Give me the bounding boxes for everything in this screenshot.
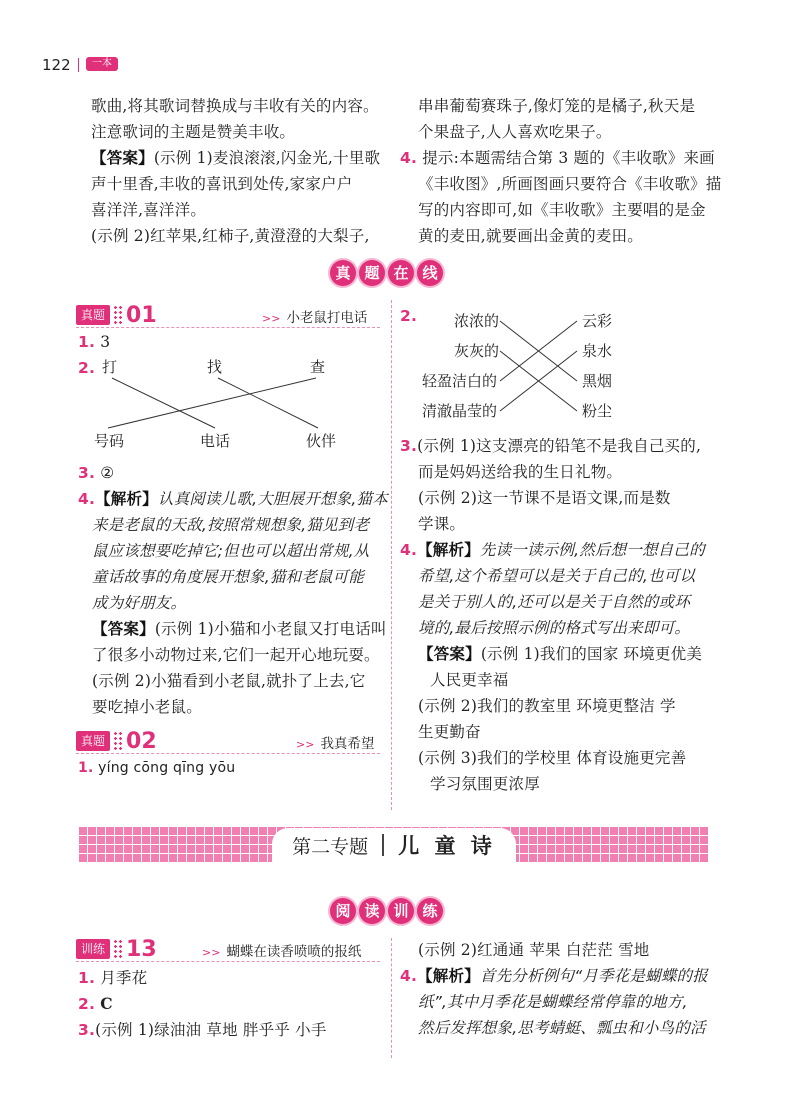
question-number: 4. — [78, 490, 96, 508]
answer-text: (示例 1)小猫和小老鼠又打电话叫 — [154, 620, 387, 638]
question-number: 4. — [400, 541, 418, 559]
analysis-line: 鼠应该想要吃掉它;但也可以超出常规,从 — [92, 542, 370, 560]
analysis-tag: 【解析】 — [417, 540, 480, 559]
question-text: C — [100, 994, 113, 1013]
match-top-word: 找 — [207, 358, 223, 376]
zt02-subtitle — [296, 732, 374, 752]
match-bottom-word: 伙伴 — [306, 432, 337, 450]
answer-line: (示例 2)我们的教室里 环境更整洁 学 — [418, 697, 676, 715]
question-number: 1. — [78, 760, 94, 776]
banner-divider — [382, 834, 384, 856]
chevron-icon: >> — [296, 738, 315, 751]
pinyin-answer: yíng cōng qīng yōu — [98, 760, 236, 776]
text-line: (示例 2)红苹果,红柿子,黄澄澄的大梨子, — [91, 227, 370, 245]
text-line: 而是妈妈送给我的生日礼物。 — [418, 463, 623, 481]
question-number: 4. — [400, 967, 418, 985]
question-3 — [400, 436, 701, 456]
tag-number: 13 — [126, 936, 157, 962]
answer-text: (示例 1)我们的国家 环境更优美 — [480, 645, 703, 663]
match-top-word: 查 — [310, 358, 326, 376]
text-line: (示例 2)红通通 苹果 白茫茫 雪地 — [418, 941, 650, 959]
question-text: ② — [100, 464, 115, 482]
answer-line: 生更勤奋 — [418, 723, 481, 741]
text-line: 写的内容即可,如《丰收歌》主要唱的是金 — [418, 201, 706, 219]
zt01-tag — [76, 304, 157, 326]
divider-dash — [76, 961, 380, 962]
match-top-word: 打 — [102, 358, 118, 376]
question-3 — [78, 1020, 327, 1040]
subtitle-text: 小老鼠打电话 — [286, 310, 368, 326]
answer-tag: 【答案】 — [418, 644, 481, 663]
title-char: 训 — [388, 898, 414, 924]
analysis-line: 是关于别人的,还可以是关于自然的或环 — [418, 593, 691, 611]
title-char: 练 — [417, 898, 443, 924]
analysis-tag: 【解析】 — [95, 489, 158, 508]
publisher-logo: 一本 — [86, 57, 118, 71]
match-right-word: 云彩 — [582, 312, 613, 330]
answer-line: (示例 2)小猫看到小老鼠,就扑了上去,它 — [92, 672, 366, 690]
analysis-line: 纸”,其中月季花是蝴蝶经常停靠的地方, — [418, 993, 688, 1011]
banner-topic-number: 第二专题 — [292, 835, 369, 858]
question-number: 4. — [400, 149, 418, 167]
question-text: 提示:本题需结合第 3 题的《丰收歌》来画 — [422, 149, 715, 167]
title-char: 线 — [417, 260, 443, 286]
chevron-icon: >> — [262, 312, 281, 325]
question-4 — [78, 489, 388, 509]
zt01-subtitle — [262, 306, 367, 326]
zt02-tag — [76, 730, 157, 752]
question-number: 3. — [78, 1021, 96, 1039]
match-right-word: 粉尘 — [582, 402, 613, 420]
text-line: 个果盘子,人人喜欢吃果子。 — [418, 123, 612, 141]
question-4 — [400, 966, 708, 986]
subtitle-text: 蝴蝶在读香喷喷的报纸 — [226, 944, 362, 960]
question-number: 1. — [78, 969, 96, 987]
column-divider — [391, 300, 392, 810]
question-text: 月季花 — [100, 969, 148, 987]
match-bottom-word: 号码 — [94, 432, 125, 450]
column-divider — [391, 938, 392, 1058]
page-number: 122 — [42, 56, 71, 74]
analysis-line: 然后发挥想象,思考蜻蜓、瓢虫和小鸟的活 — [418, 1019, 706, 1037]
divider-dash — [76, 327, 380, 328]
tag-dots — [113, 939, 123, 959]
divider-dash — [76, 753, 380, 754]
text-line: 歌曲,将其歌词替换成与丰收有关的内容。 — [91, 97, 379, 115]
text-line: 学课。 — [418, 515, 466, 533]
answer-tag: 【答案】 — [92, 619, 155, 638]
section-title-zhenti — [330, 260, 443, 286]
answer-line — [91, 148, 380, 168]
question-number: 1. — [78, 333, 96, 351]
answer-line — [92, 619, 387, 639]
analysis-text: 认真阅读儿歌,大胆展开想象,猫本 — [157, 490, 388, 508]
text-line: 串串葡萄赛珠子,像灯笼的是橘子,秋天是 — [418, 97, 696, 115]
match-right-word: 泉水 — [582, 342, 613, 360]
question-2 — [78, 994, 113, 1014]
title-char: 读 — [359, 898, 385, 924]
banner-topic-name: 儿 童 诗 — [398, 833, 496, 858]
question-4 — [400, 148, 715, 168]
analysis-line: 成为好朋友。 — [92, 594, 187, 612]
text-line: (示例 2)这一节课不是语文课,而是数 — [418, 489, 671, 507]
text-line: 《丰收图》,所画图画只要符合《丰收歌》描 — [418, 175, 722, 193]
tag-label: 真题 — [76, 305, 110, 325]
answer-tag: 【答案】 — [91, 148, 154, 167]
question-text: 3 — [100, 333, 111, 351]
tag-number: 02 — [126, 728, 157, 754]
analysis-tag: 【解析】 — [417, 966, 480, 985]
match-left-word: 灰灰的 — [454, 342, 500, 360]
match-left-word: 清澈晶莹的 — [422, 402, 498, 420]
title-char: 真 — [330, 260, 356, 286]
match-bottom-word: 电话 — [200, 432, 231, 450]
xl13-subtitle — [202, 940, 361, 960]
question-3 — [78, 463, 114, 483]
chevron-icon: >> — [202, 946, 221, 959]
match-line — [218, 378, 318, 428]
subtitle-text: 我真希望 — [320, 736, 375, 752]
tag-label: 训练 — [76, 939, 110, 959]
analysis-line: 希望,这个希望可以是关于自己的,也可以 — [418, 567, 696, 585]
title-char: 在 — [388, 260, 414, 286]
section-title-reading — [330, 898, 443, 924]
tag-number: 01 — [126, 302, 157, 328]
xl13-tag — [76, 938, 157, 960]
question-number: 2. — [78, 359, 96, 377]
text-line: 喜洋洋,喜洋洋。 — [91, 201, 207, 219]
text-line: 注意歌词的主题是赞美丰收。 — [91, 123, 296, 141]
analysis-line: 来是老鼠的天敌,按照常规想象,猫见到老 — [92, 516, 370, 534]
analysis-text: 首先分析例句“月季花是蝴蝶的报 — [479, 967, 708, 985]
question-number: 3. — [400, 437, 418, 455]
title-char: 阅 — [330, 898, 356, 924]
question-1 — [78, 758, 235, 778]
answer-line: 要吃掉小老鼠。 — [92, 698, 202, 716]
question-1 — [78, 332, 110, 352]
match-right-word: 黑烟 — [582, 372, 613, 390]
question-text: (示例 1)这支漂亮的铅笔不是我自己买的, — [417, 437, 702, 455]
answer-line: 人民更幸福 — [430, 671, 509, 689]
match-left-word: 浓浓的 — [454, 312, 500, 330]
topic-banner-title — [272, 828, 516, 862]
question-number: 3. — [78, 464, 96, 482]
match-line — [108, 378, 316, 428]
question-text: (示例 1)绿油油 草地 胖乎乎 小手 — [95, 1021, 327, 1039]
analysis-line: 境的,最后按照示例的格式写出来即可。 — [418, 619, 691, 637]
title-char: 题 — [359, 260, 385, 286]
analysis-line: 童话故事的角度展开想象,猫和老鼠可能 — [92, 568, 365, 586]
answer-line: 了很多小动物过来,它们一起开心地玩耍。 — [92, 646, 380, 664]
match-left-word: 轻盈洁白的 — [422, 372, 498, 390]
header-divider — [78, 58, 79, 72]
question-4 — [400, 540, 705, 560]
tag-dots — [113, 731, 123, 751]
analysis-text: 先读一读示例,然后想一想自己的 — [479, 541, 705, 559]
question-1 — [78, 968, 147, 988]
question-number: 2. — [78, 995, 96, 1013]
answer-text: (示例 1)麦浪滚滚,闪金光,十里歌 — [153, 149, 381, 167]
text-line: 声十里香,丰收的喜讯到处传,家家户户 — [91, 175, 353, 193]
answer-line: (示例 3)我们的学校里 体育设施更完善 — [418, 749, 687, 767]
match-line — [112, 378, 215, 428]
text-line: 黄的麦田,就要画出金黄的麦田。 — [418, 227, 643, 245]
tag-label: 真题 — [76, 731, 110, 751]
matching-diagram-1 — [90, 356, 350, 451]
answer-line — [418, 644, 702, 664]
answer-line: 学习氛围更浓厚 — [430, 775, 540, 793]
question-number: 2. — [400, 307, 418, 325]
matching-diagram-2 — [410, 308, 660, 428]
tag-dots — [113, 305, 123, 325]
